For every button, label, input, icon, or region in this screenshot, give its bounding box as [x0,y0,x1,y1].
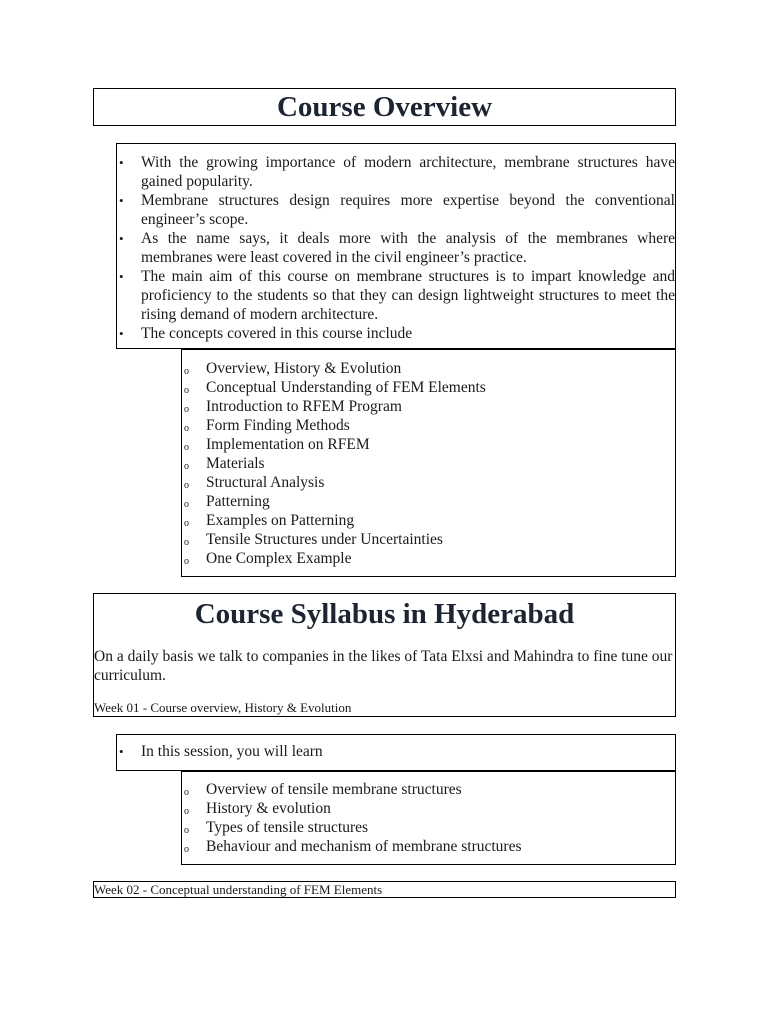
overview-bullet-list [119,153,675,343]
concept-item: o Introduction to RFEM Program [184,397,675,416]
week-01-topic: o Overview of tensile membrane structures [184,780,675,799]
concept-item: o Form Finding Methods [184,416,675,435]
concept-item: o Structural Analysis [184,473,675,492]
concept-item: o Conceptual Understanding of FEM Elements [184,378,675,397]
concept-item: o Overview, History & Evolution [184,359,675,378]
syllabus-box [93,593,676,717]
week-01-label: Week 01 - Course overview, History & Evolution [94,700,352,715]
week-01-topic: o Behaviour and mechanism of membrane structures [184,837,675,856]
concept-item: o One Complex Example [184,549,675,568]
concepts-box [181,349,676,577]
overview-bullet: • The concepts covered in this course include [119,324,675,343]
overview-bullet: • The main aim of this course on membrane structures is to impart knowledge and proficiency to the students so that they can design lightweight structures to meet the rising demand of modern architecture. [119,267,675,324]
week-02-label: Week 02 - Conceptual understanding of FEM Elements [94,882,383,897]
overview-bullet: • Membrane structures design requires more expertise beyond the conventional engineer’s scope. [119,191,675,229]
syllabus-title: Course Syllabus in Hyderabad [194,598,575,630]
course-overview-title-box [93,88,676,126]
syllabus-intro: On a daily basis we talk to companies in the likes of Tata Elxsi and Mahindra to fine tune our curriculum. [94,648,673,684]
week-01-bullet-list [119,742,675,761]
week-01-topics-box [181,771,676,865]
overview-bullet: • With the growing importance of modern architecture, membrane structures have gained popularity. [119,153,675,191]
concept-item: o Patterning [184,492,675,511]
week-01-topic: o Types of tensile structures [184,818,675,837]
overview-bullets-box [116,143,676,349]
course-overview-title: Course Overview [276,91,493,123]
week-01-topic: o History & evolution [184,799,675,818]
week-01-topics-list [184,780,675,856]
concept-item: o Implementation on RFEM [184,435,675,454]
week-01-bullet-box [116,734,676,771]
week-01-bullet: • In this session, you will learn [119,742,675,761]
concept-item: o Tensile Structures under Uncertainties [184,530,675,549]
concepts-list [184,359,675,568]
concept-item: o Materials [184,454,675,473]
week-02-box [93,881,676,898]
concept-item: o Examples on Patterning [184,511,675,530]
overview-bullet: • As the name says, it deals more with the analysis of the membranes where membranes were least covered in the civil engineer’s practice. [119,229,675,267]
